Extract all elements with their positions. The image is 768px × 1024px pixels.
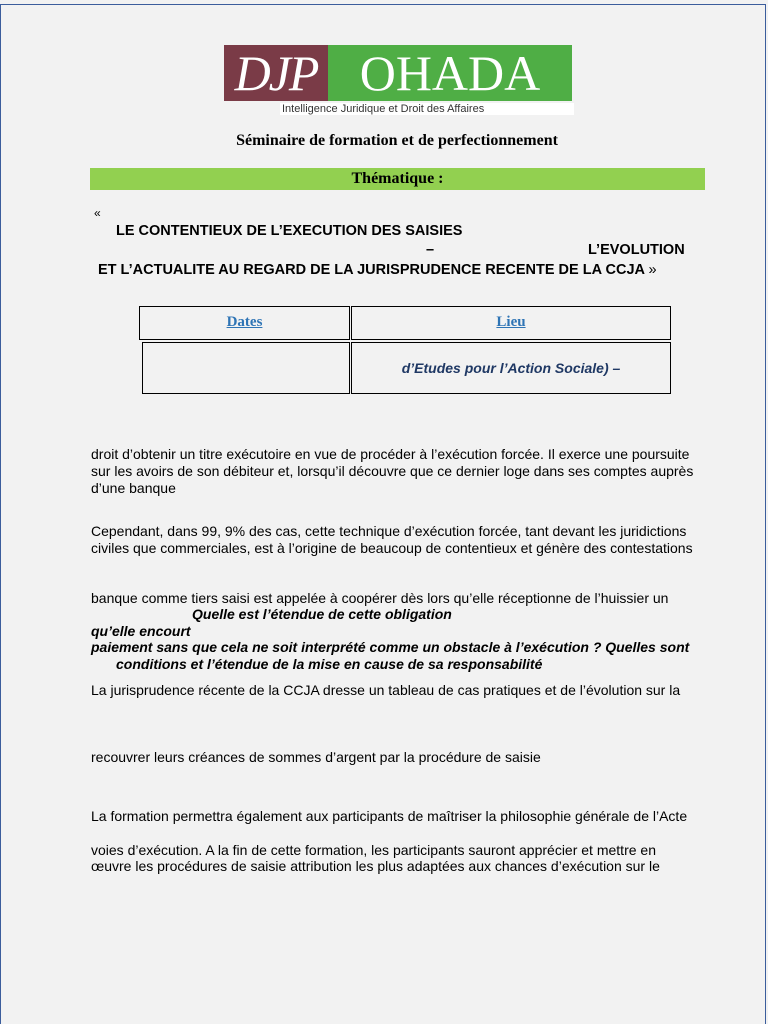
theme-label-bar: Thématique : xyxy=(90,168,705,190)
body-p5-line-1: recouvrer leurs créances de sommes d’argent par la procédure de saisie xyxy=(91,749,541,765)
body-question-4: conditions et l’étendue de la mise en cause de sa responsabilité xyxy=(116,656,543,672)
logo-tagline: Intelligence Juridique et Droit des Affaires xyxy=(280,103,574,115)
body-p7-line-2: œuvre les procédures de saisie attribution les plus adaptées aux chances d’exécution sur le xyxy=(91,858,660,874)
table-header-dates: Dates xyxy=(139,306,350,340)
body-p2-line-2: civiles que commerciales, est à l’origine de beaucoup de contentieux et génère des contestations xyxy=(91,540,693,556)
body-p7-line-1: voies d’exécution. A la fin de cette formation, les participants sauront apprécier et mettre en xyxy=(91,842,656,858)
body-question-1: Quelle est l’étendue de cette obligation xyxy=(192,606,452,622)
body-p1-line-3: d’une banque xyxy=(91,480,176,496)
body-question-2: qu’elle encourt xyxy=(91,623,191,639)
body-p6-line-1: La formation permettra également aux participants de maîtriser la philosophie générale de l’Acte xyxy=(91,808,688,824)
theme-line-3: ET L’ACTUALITE AU REGARD DE LA JURISPRUDENCE RECENTE DE LA CCJA » xyxy=(98,262,657,278)
body-question-3: paiement sans que cela ne soit interprété comme un obstacle à l’exécution ? Quelles sont xyxy=(91,639,690,655)
theme-open-quote: « xyxy=(94,206,101,220)
body-p2-line-1: Cependant, dans 99, 9% des cas, cette technique d’exécution forcée, tant devant les juridictions xyxy=(91,523,687,539)
theme-close-quote: » xyxy=(648,262,657,278)
table-header-place: Lieu xyxy=(351,306,671,340)
theme-line-2-end: L’EVOLUTION xyxy=(588,242,685,258)
theme-line-1: LE CONTENTIEUX DE L’EXECUTION DES SAISIES xyxy=(116,223,463,239)
body-p1-line-1: droit d’obtenir un titre exécutoire en vue de procéder à l’exécution forcée. Il exerce une poursuite xyxy=(91,446,690,462)
body-p3-line-1: banque comme tiers saisi est appelée à coopérer dès lors qu’elle réceptionne de l’huissier un xyxy=(91,590,669,606)
logo-djp: DJP xyxy=(224,45,328,101)
table-cell-place: d’Etudes pour l’Action Sociale) – xyxy=(351,342,671,394)
logo-ohada: OHADA xyxy=(328,45,572,101)
table-cell-dates xyxy=(142,342,350,394)
body-p4-line-1: La jurisprudence récente de la CCJA dresse un tableau de cas pratiques et de l’évolution sur la xyxy=(91,682,681,698)
theme-dash: – xyxy=(426,242,435,258)
seminar-title: Séminaire de formation et de perfectionnement xyxy=(236,132,558,149)
body-p1-line-2: sur les avoirs de son débiteur et, lorsqu’il découvre que ce dernier loge dans ses comptes auprès xyxy=(91,463,694,479)
djpohada-logo xyxy=(224,45,572,115)
